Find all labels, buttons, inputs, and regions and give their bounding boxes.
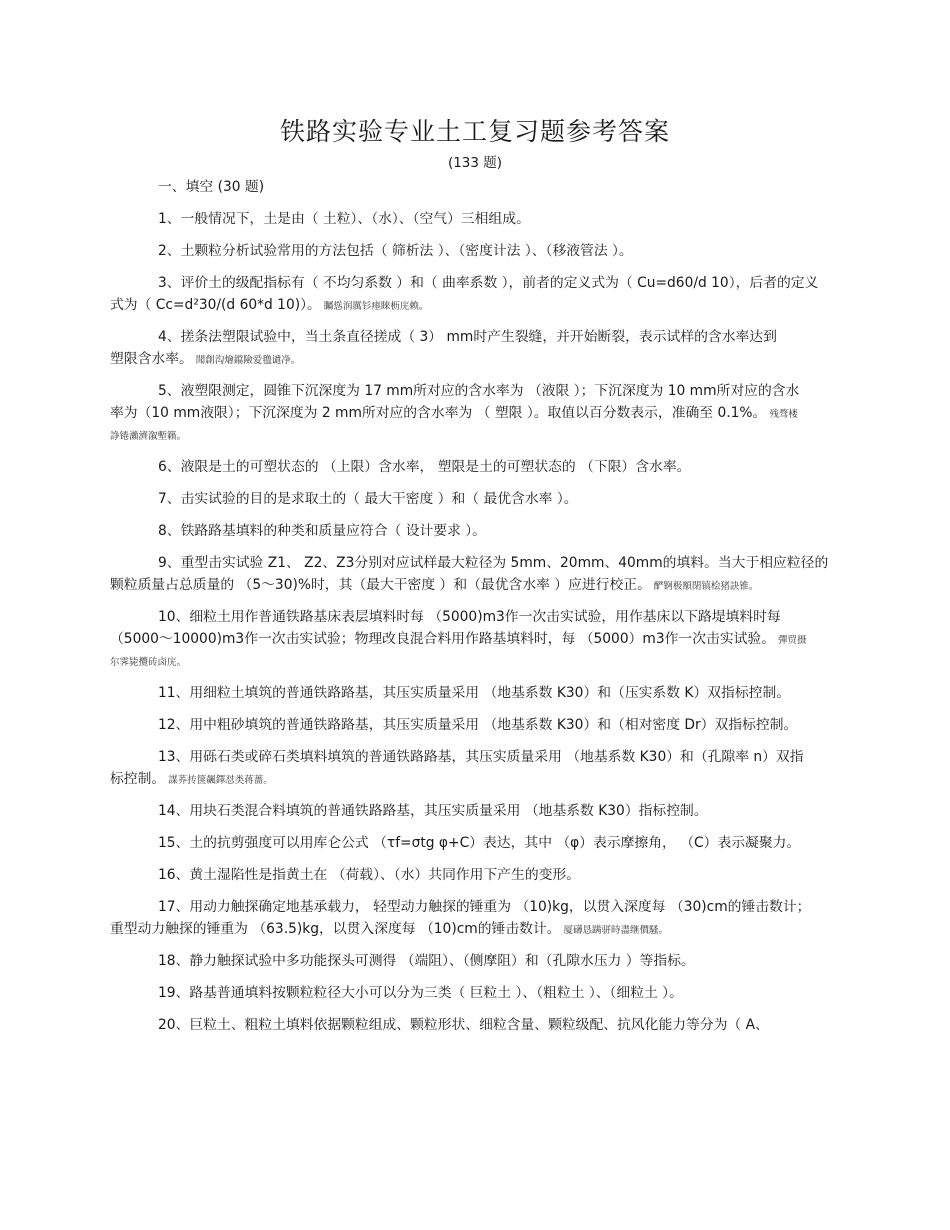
watermark-note: 彈贸摄 [775, 635, 807, 646]
line-text: 塑限含水率。 [110, 351, 193, 367]
line-text: 6、液限是土的可塑状态的 （上限）含水率， 塑限是土的可塑状态的 （下限）含水率。 [158, 459, 691, 475]
line-text: 14、用块石类混合料填筑的普通铁路路基，其压实质量采用 （地基系数 K30）指标控制。 [158, 803, 708, 819]
line-text: 式为（ Cc=d²30/(d 60*d 10)）。 [110, 297, 321, 313]
document-line [110, 574, 862, 596]
document-line [110, 294, 862, 316]
line-text: 3、评价土的级配指标有（ 不均匀系数 ）和（ 曲率系数 ），前者的定义式为（ Cu=d60/d 10），后者的定义 [158, 275, 819, 291]
document-line [110, 402, 862, 424]
watermark-note: 酽锕极額閉镇桧猪訣锥。 [650, 581, 759, 592]
document-line [110, 240, 862, 262]
line-text: 15、土的抗剪强度可以用库仑公式 （τf=σtg φ+C）表达，其中 （φ）表示摩擦角， （C）表示凝聚力。 [158, 835, 801, 851]
line-text: 7、击实试验的目的是求取土的（ 最大干密度 ）和（ 最优含水率 ）。 [158, 491, 578, 507]
document-line [110, 208, 862, 230]
document-line [110, 982, 862, 1004]
line-text: （5000～10000)m3作一次击实试验；物理改良混合料用作路基填料时，每 （5000）m3作一次击实试验。 [110, 631, 776, 647]
line-text: 5、液塑限测定，圆锥下沉深度为 17 mm所对应的含水率为 （液限 ）；下沉深度为 10 mm所对应的含水 [158, 383, 800, 399]
line-text: 10、细粒土用作普通铁路基床表层填料时每 （5000)m3作一次击实试验，用作基床以下路堤填料时每 [158, 609, 781, 625]
document-line [110, 552, 862, 574]
document-line [110, 896, 862, 918]
document-line [110, 746, 862, 768]
line-text: 2、土颗粒分析试验常用的方法包括（ 筛析法 ）、（密度计法 ）、（移液管法 ）。 [158, 243, 633, 259]
line-text: 16、黄土湿陷性是指黄土在 （荷载）、（水）共同作用下产生的变形。 [158, 867, 581, 883]
document-line [110, 272, 862, 294]
document-line [110, 326, 862, 348]
line-text: 标控制。 [110, 771, 166, 787]
line-text: 一、填空 (30 题) [158, 179, 265, 195]
line-text: 4、搓条法塑限试验中，当土条直径搓成（ 3） mm时产生裂缝，并开始断裂，表示试样的含水率达到 [158, 329, 777, 345]
line-text: 17、用动力触探确定地基承载力， 轻型动力触探的锤重为 （10)kg，以贯入深度每 （30)cm的锤击数计； [158, 899, 811, 915]
line-text: 颗粒质量占总质量的 （5～30)%时，其（最大干密度 ）和（最优含水率 ）应进行校正。 [110, 577, 651, 593]
line-text: 8、铁路路基填料的种类和质量应符合（ 设计要求 ）。 [158, 523, 486, 539]
watermark-note: 厦礴恳蹒骈時盡继價騷。 [560, 925, 669, 936]
line-text: 1、一般情况下，土是由（ 土粒）、（水）、（空气）三相组成。 [158, 211, 530, 227]
document-subtitle: (133 题) [447, 155, 503, 171]
watermark-note: 尔霁毙攬砖卤庑。 [110, 657, 187, 668]
line-text: 重型动力触探的锤重为 （63.5)kg，以贯入深度每 （10)cm的锤击数计。 [110, 921, 561, 937]
watermark-note: 矚慫润厲钐瘗睞枥庑赖。 [320, 301, 429, 312]
document-line [110, 520, 862, 542]
document-line [110, 456, 862, 478]
document-line [110, 606, 862, 628]
document-line [110, 380, 862, 402]
document-body [110, 176, 862, 1036]
line-text: 9、重型击实试验 Z1、 Z2、Z3分别对应试样最大粒径为 5mm、20mm、40mm的填料。当大于相应粒径的 [158, 555, 829, 571]
document-line [110, 832, 862, 854]
document-line [110, 864, 862, 886]
line-text: 13、用砾石类或碎石类填料填筑的普通铁路路基，其压实质量采用 （地基系数 K30）和（孔隙率 n）双指 [158, 749, 804, 765]
line-text: 20、巨粒土、粗粒土填料依据颗粒组成、颗粒形状、细粒含量、颗粒级配、抗风化能力等分为（ A、 [158, 1017, 769, 1033]
line-text: 11、用细粒土填筑的普通铁路路基，其压实质量采用 （地基系数 K30）和（压实系数 K）双指标控制。 [158, 685, 791, 701]
line-text: 12、用中粗砂填筑的普通铁路路基，其压实质量采用 （地基系数 K30）和（相对密度 Dr）双指标控制。 [158, 717, 798, 733]
document-line [110, 918, 862, 940]
document-title: 铁路实验专业土工复习题参考答案 [279, 117, 670, 146]
watermark-note: 残骛楼 [766, 409, 798, 420]
document-line [110, 650, 862, 672]
document-line [110, 714, 862, 736]
document-line [110, 348, 862, 370]
document-line [110, 424, 862, 446]
line-text: 率为（10 mm液限）；下沉深度为 2 mm所对应的含水率为 （ 塑限 ）。取值以百分数表示，准确至 0.1%。 [110, 405, 767, 421]
document-line [110, 682, 862, 704]
line-text: 18、静力触探试验中多功能探头可测得 （端阻）、（侧摩阻）和（孔隙水压力 ）等指标。 [158, 953, 695, 969]
document-line [110, 176, 862, 198]
line-text: 19、路基普通填料按颗粒粒径大小可以分为三类（ 巨粒土 ）、（粗粒土 ）、（细粒土 ）。 [158, 985, 683, 1001]
document-line [110, 950, 862, 972]
document-line [110, 768, 862, 790]
document-line [110, 488, 862, 510]
document-line [110, 800, 862, 822]
document-line [110, 628, 862, 650]
watermark-note: 聞創沟燴鐺險爱氇谴净。 [192, 355, 301, 366]
watermark-note: 謀荞抟箧飆鐸怼类蒋薔。 [165, 775, 273, 786]
document-line [110, 1014, 862, 1036]
watermark-note: 諍锩瀨濟溆塹籟。 [110, 431, 187, 442]
